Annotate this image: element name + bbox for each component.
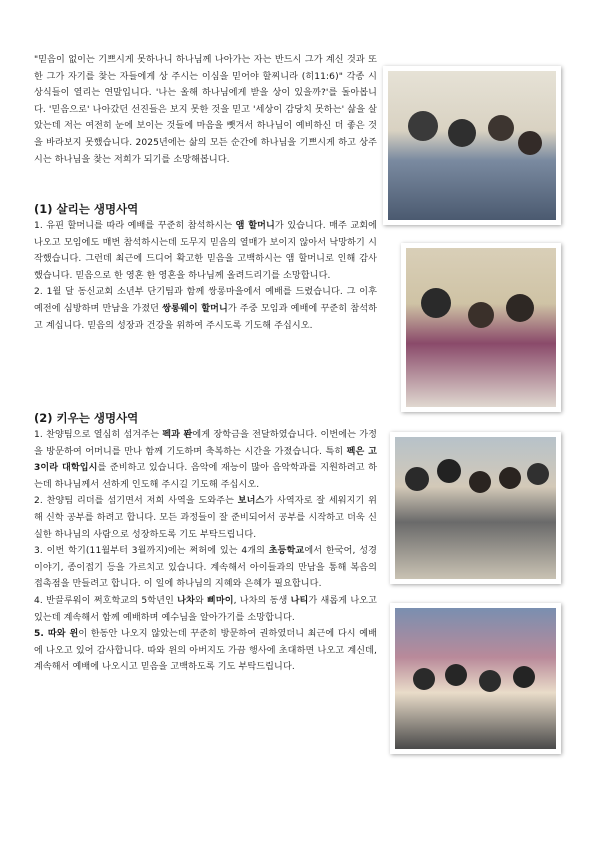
photo-elderly-women: [401, 243, 561, 412]
section1-heading: (1) 살리는 생명사역: [34, 202, 139, 216]
photo-congregation: [383, 66, 561, 225]
section1-body: [34, 218, 377, 334]
intro-paragraph: "믿음이 없이는 기쁘시게 못하나니 하나님께 나아가는 자는 반드시 그가 계신 것과 또한 그가 자기를 찾는 자들에게 상 주시는 이심을 믿어야 할찌니라 (히11:6)" 각종 시상식들이 열리는 연말입니다. '나는 올해 하나님에게 받을 상이 있을까?'를 돌아봅니다. '믿음으로' 나아갔던 선진들은 보지 못한 것을 믿고 '세상이 감당치 못하는' 삶을 살았는데 저는 여전히 눈에 보이는 것들에 마음을 뺏겨서 하나님이 예비하신 더 좋은 것을 바라보지 못했습니다. 2025년에는 삶의 모든 순간에 하나님을 기쁘시게 하고 상주시는 하나님을 찾는 저희가 되기를 소망해봅니다.: [34, 55, 377, 165]
section2-item2: 2. 찬양팀 리더를 섬기면서 저희 사역을 도와주는 보너스가 사역자로 잘 세워지기 위해 신학 공부를 하려고 합니다. 모든 과정들이 잘 준비되어서 공부를 시작하고 더욱 신실한 하나님의 사람으로 성장하도록 기도 부탁드립니다.: [34, 496, 377, 540]
section1-item2: 2. 1월 달 동신교회 소년부 단기팀과 함께 쌍롱마을에서 예배를 드렸습니다. 그 이후 예전에 심방하며 만남을 가졌던 쌍롱웨이 할머니가 주중 모임과 예배에 꾸준히 참석하고 계십니다. 믿음의 성장과 건강을 위하여 주시도록 기도해 주십시오.: [34, 287, 377, 331]
section2-heading: (2) 키우는 생명사역: [34, 411, 139, 425]
section2-item5: 5. 따와 윈이 한동안 나오지 않았는데 꾸준히 방문하여 권하였더니 최근에 다시 예배에 나오고 있어 감사합니다. 따와 윈의 아버지도 가끔 행사에 초대하면 나오고 계신데, 계속해서 예배에 나오시고 믿음을 고백하도록 기도 부탁드립니다.: [34, 629, 377, 673]
section2-item1: 1. 찬양팀으로 열심히 섬겨주는 펙과 퐌에게 장학금을 전달하였습니다. 이번에는 가정을 방문하여 어머니를 만나 함께 기도하며 축복하는 시간을 가졌습니다. 특히 펙은 고3이라 대학입시를 준비하고 있습니다. 음악에 재능이 많아 음악학과를 지원하려고 하는데 하나님께서 선하게 인도해 주시길 기도해 주십시오.: [34, 430, 377, 490]
section1-item1: 1. 유핀 할머니를 따라 예배를 꾸준히 참석하시는 앰 할머니가 있습니다. 매주 교회에 나오고 모임에도 매번 참석하시는데 도무지 믿음의 열매가 보이지 않아서 낙망하기 시작했습니다. 그런데 최근에 드디어 확고한 믿음을 고백하시는 앰 할머니로 인해 감사했습니다. 믿음으로 한 영혼 한 영혼을 하나님께 올려드리기를 소망합니다.: [34, 221, 377, 281]
section2-item4: 4. 반끌루워이 쩌호학교의 5학년인 나차와 삐마이, 나차의 동생 나티가 새롭게 나오고 있는데 계속해서 함께 예배하며 예수님을 알아가기를 소망합니다.: [34, 595, 377, 623]
photo-scholarship-family: [390, 432, 561, 584]
photo-school-children: [390, 603, 561, 754]
section2-item3: 3. 이번 학기(11월부터 3월까지)에는 쩌허에 있는 4개의 초등학교에서 한국어, 성경 이야기, 종이접기 등을 가르치고 있습니다. 계속해서 아이들과의 만남을 통해 복음의 접촉점을 만들려고 합니다. 이 일에 하나님의 지혜와 은혜가 필요합니다.: [34, 546, 377, 590]
section2-body: [34, 427, 377, 676]
